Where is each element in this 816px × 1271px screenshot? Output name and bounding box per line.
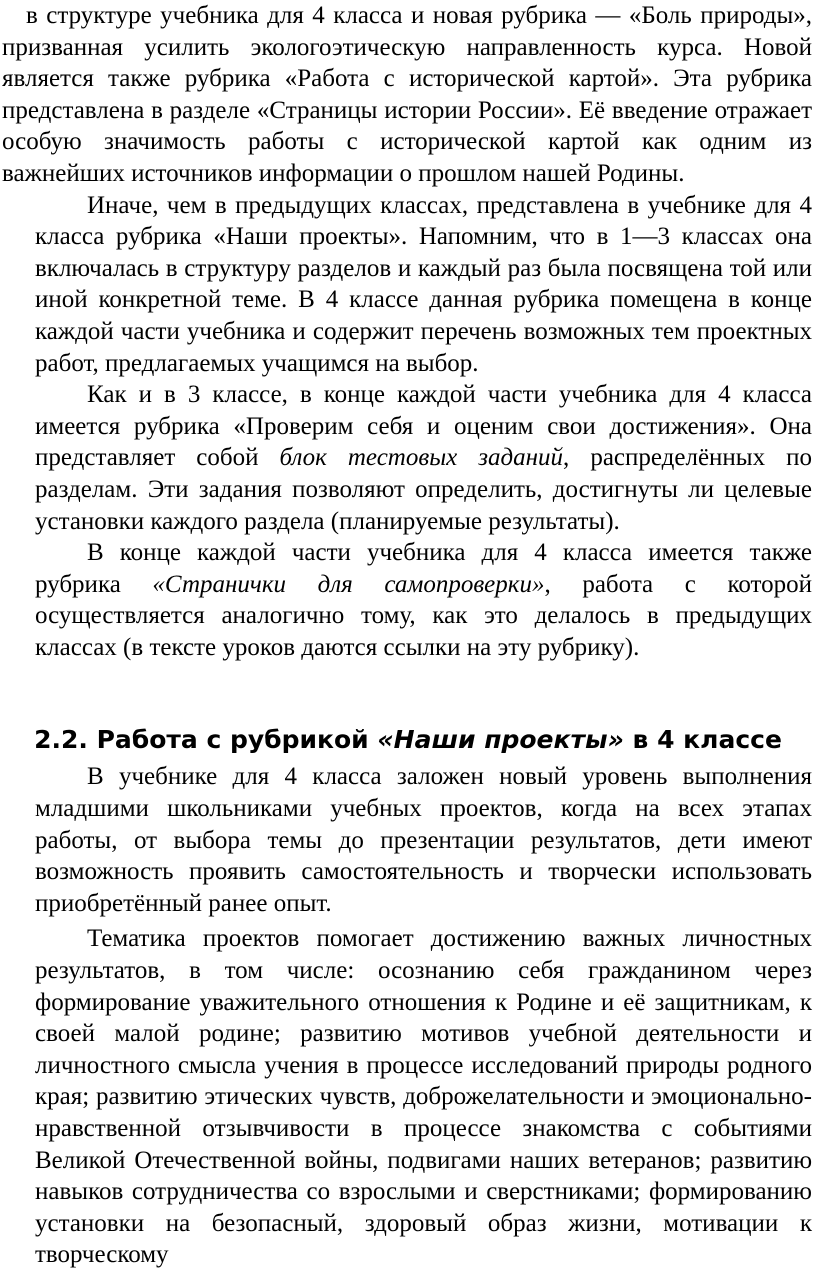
section-heading <box>0 721 816 759</box>
paragraph-4-text-b: , работа с которой осуществляется аналогично тому, как это делалось в предыдущих классах (в тексте уроков даются ссылки на эту рубрику). <box>35 570 812 661</box>
section-heading-text-b: в 4 классе <box>623 725 782 755</box>
paragraph-4-italic: «Странички для самопроверки» <box>152 570 545 598</box>
paragraph-4-text-a: В конце каждой части учебника для 4 класса имеется также рубрика <box>35 539 812 598</box>
paragraph-4 <box>0 537 816 663</box>
paragraph-5: В учебнике для 4 класса заложен новый уровень выполнения младшими школьниками учебных проектов, когда на всех этапах работы, от выбора темы до презентации результатов, дети имеют возможность проявить самостоятельность и творчески использовать приобретённый ранее опыт. <box>35 763 812 917</box>
section-heading-italic: «Наши проекты» <box>377 725 624 755</box>
paragraph-1: в структуре учебника для 4 класса и новая рубрика — «Боль природы», призванная усилить экологоэтическую направленность курса. Новой является также рубрика «Работа с исторической картой». Эта рубрика представлена в разделе «Страницы истории России». Её введение отражает особую значимость работы с исторической картой как одним из важнейших источников информации о прошлом нашей Родины. <box>2 2 812 187</box>
paragraph-2: Иначе, чем в предыдущих классах, представлена в учебнике для 4 класса рубрика «Наши проекты». Напомним, что в 1—3 классах она включалась в структуру разделов и каждый раз была посвящена той или иной конкретной теме. В 4 классе данная рубрика помещена в конце каждой части учебника и содержит перечень возможных тем проектных работ, предлагаемых учащимся на выбор. <box>35 191 812 377</box>
section-heading-text-a: 2.2. Работа с рубрикой <box>34 725 378 755</box>
paragraph-6: Тематика проектов помогает достижению важных личностных результатов, в том числе: осознанию себя гражданином через формирование уважительного отношения к Родине и её защитникам, к своей малой родине; развитию мотивов учебной деятельности и личностного смысла учения в процессе исследований природы родного края; развитию этических чувств, доброжелательности и эмоционально-нравственной отзывчивости в процессе знакомства с событиями Великой Отечественной войны, подвигами наших ветеранов; развитию навыков сотрудничества со взрослыми и сверстниками; формированию установки на безопасный, здоровый образ жизни, мотивации к творческому <box>35 925 812 1269</box>
paragraph-3-text-b: , распределённых по разделам. Эти задания позволяют определить, достигнуты ли целевые установки каждого раздела (планируемые результаты). <box>35 444 812 535</box>
paragraph-3 <box>0 379 816 537</box>
paragraph-3-text-a: Как и в 3 классе, в конце каждой части учебника для 4 класса имеется рубрика «Проверим себя и оценим свои достижения». Она представляет собой <box>35 381 812 472</box>
paragraph-3-italic: блок тестовых заданий <box>279 444 564 472</box>
